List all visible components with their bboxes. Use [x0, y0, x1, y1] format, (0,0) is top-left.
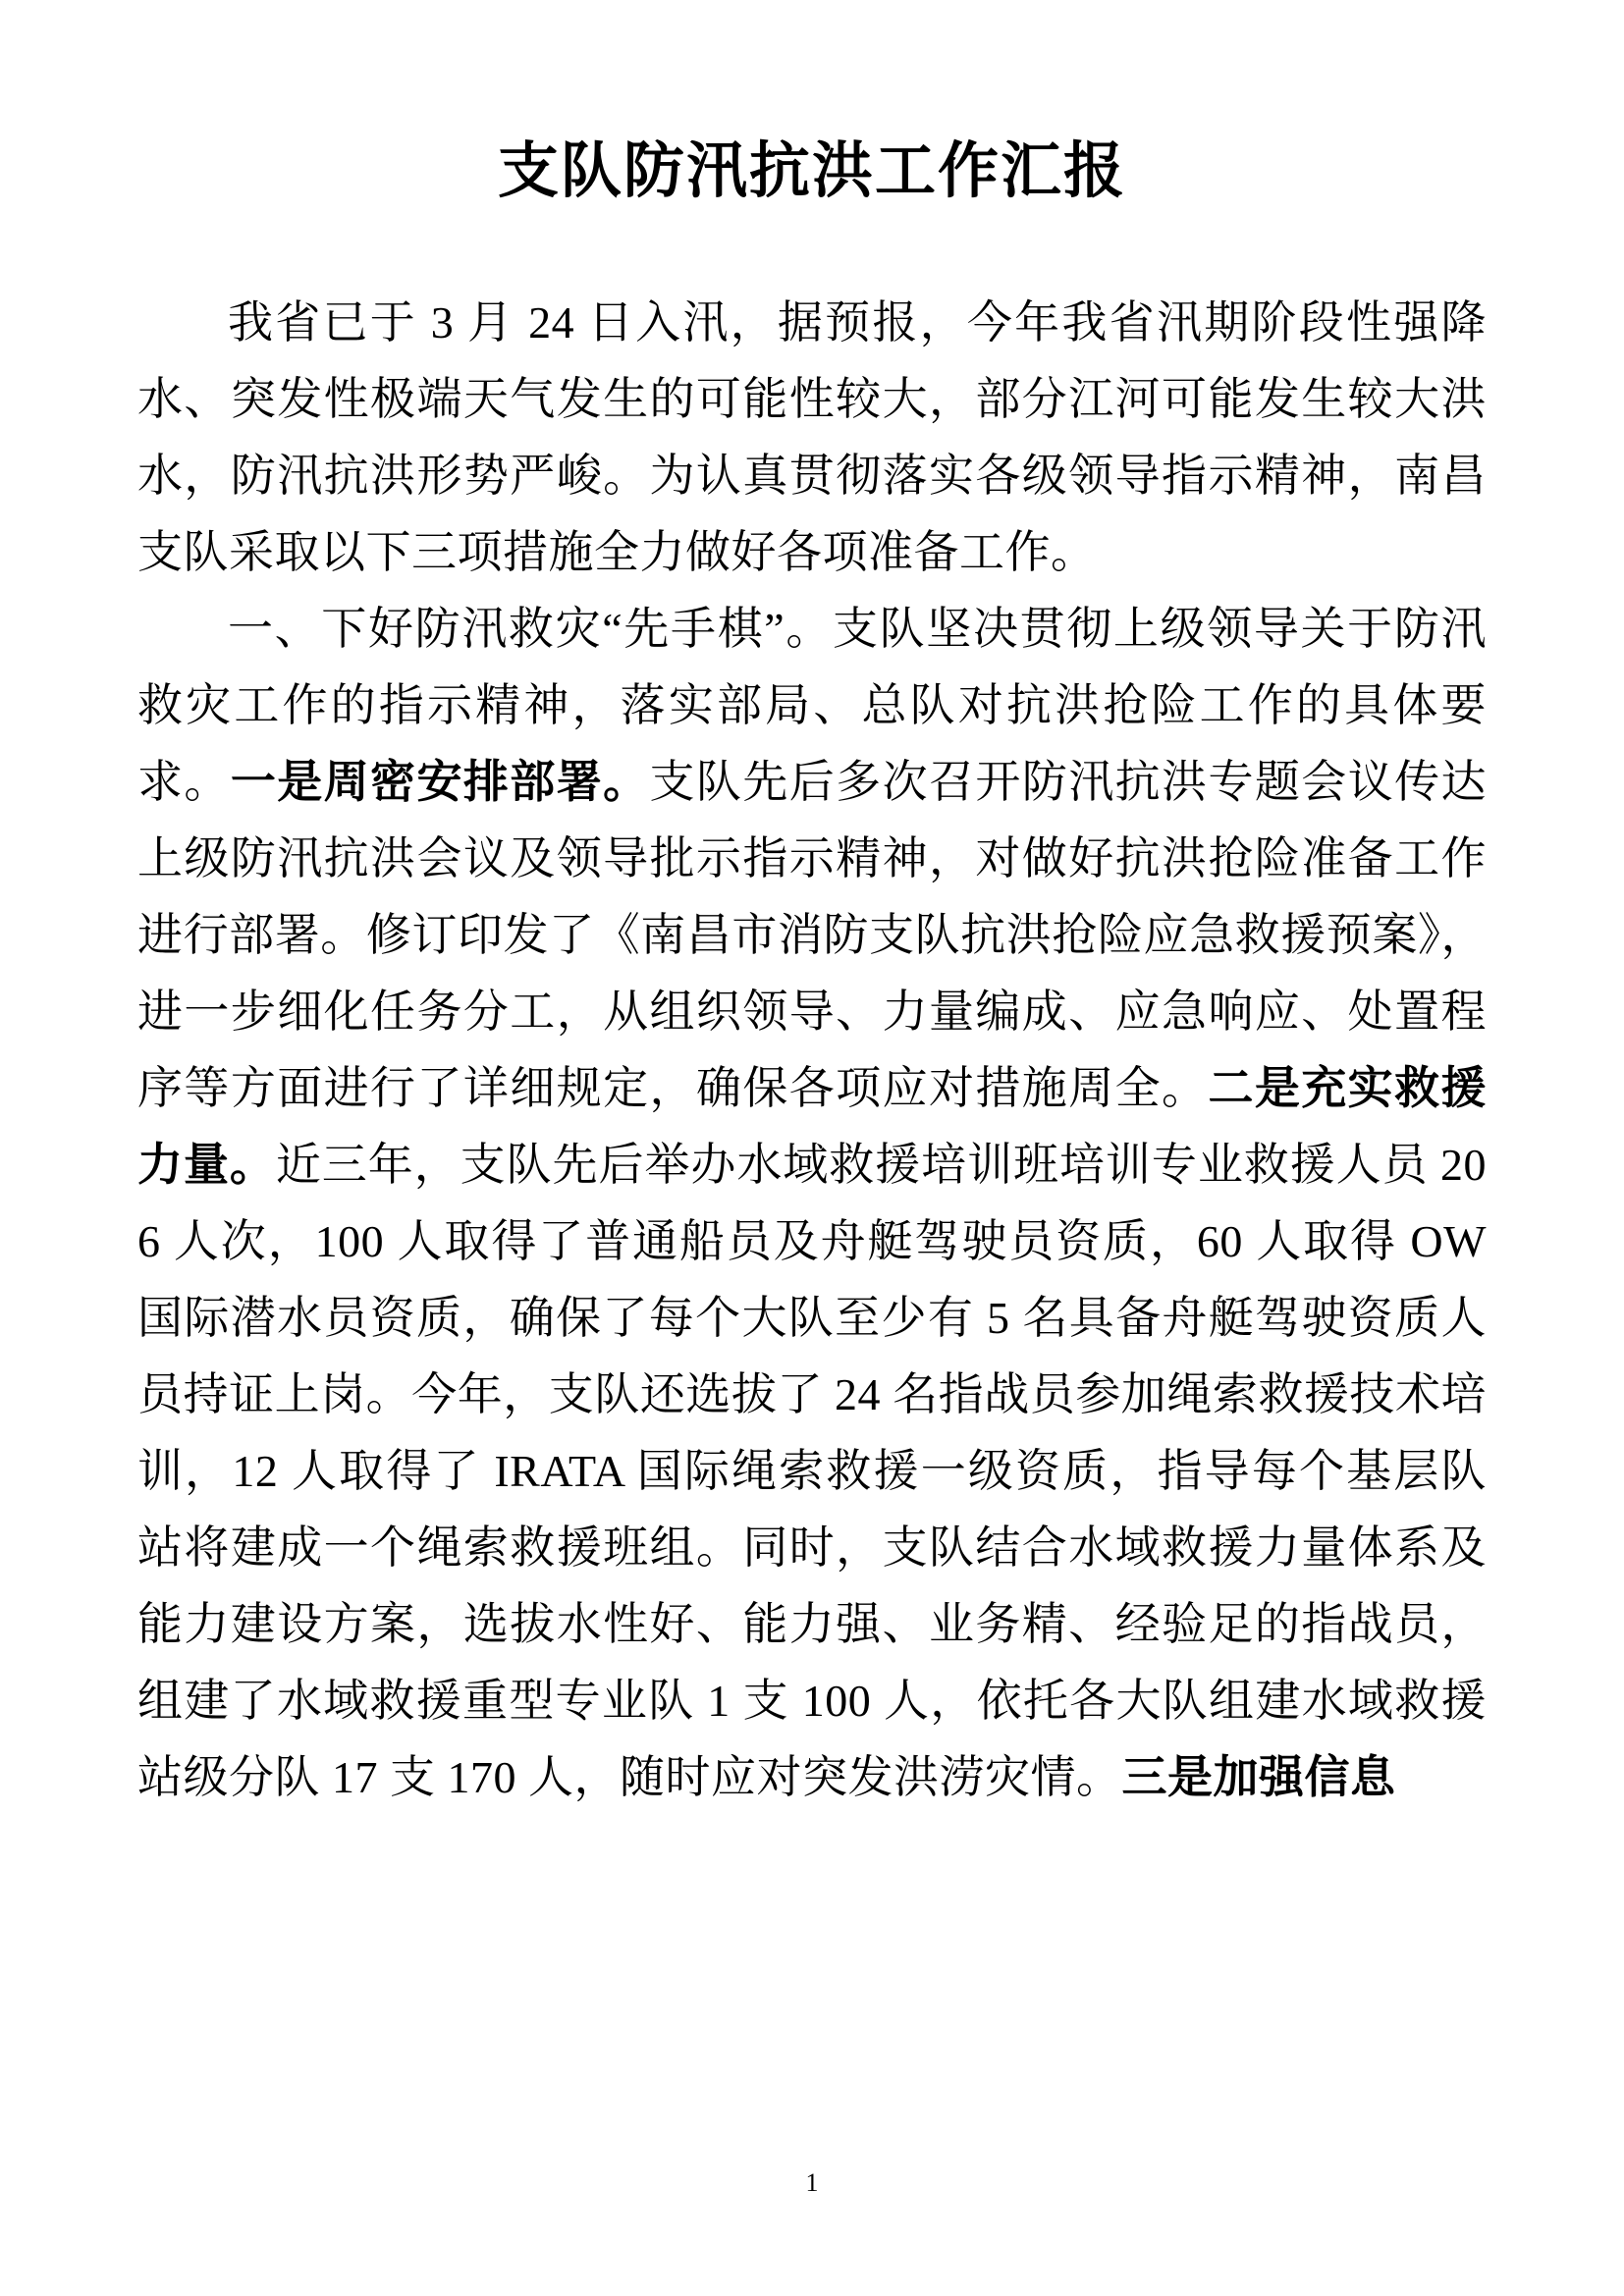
paragraph-segment: 我省已于 3 月 24 日入汛，据预报，今年我省汛期阶段性强降水、突发性极端天气发生的可能性较大，部分江河可能发生较大洪水，防汛抗洪形势严峻。为认真贯彻落实各级领导指示精神，南昌支队采取以下三项措施全力做好各项准备工作。: [137, 297, 1487, 577]
paragraph-bold-segment: 一是周密安排部署。: [230, 757, 650, 807]
paragraph-bold-segment: 三是加强信息: [1121, 1752, 1396, 1802]
paragraph: [137, 285, 1487, 591]
paragraph-segment: 一、下好防汛救灾“先手棋”。支队坚决贯彻上级领导关于防汛救灾工作的指示精神，落实部局、总队对抗洪抢险工作的具体要求。: [137, 604, 1487, 807]
paragraph: [137, 591, 1487, 1816]
paragraph-segment: 近三年，支队先后举办水域救援培训班培训专业救援人员 206 人次，100 人取得了普通船员及舟艇驾驶员资质，60 人取得 OW 国际潜水员资质，确保了每个大队至少有 5 名具备舟艇驾驶资质人员持证上岗。今年，支队还选拔了 24 名指战员参加绳索救援技术培训，12 人取得了 IRATA 国际绳索救援一级资质，指导每个基层队站将建成一个绳索救援班组。同时，支队结合水域救援力量体系及能力建设方案，选拔水性好、能力强、业务精、经验足的指战员，组建了水域救援重型专业队 1 支 100 人，依托各大队组建水域救援站级分队 17 支 170 人，随时应对突发洪涝灾情。: [137, 1140, 1488, 1802]
paragraph-bold-segment: 二是充实救援力量。: [137, 1063, 1488, 1190]
paragraph-segment: 支队先后多次召开防汛抗洪专题会议传达上级防汛抗洪会议及领导批示指示精神，对做好抗洪抢险准备工作进行部署。修订印发了《南昌市消防支队抗洪抢险应急救援预案》，进一步细化任务分工，从组织领导、力量编成、应急响应、处置程序等方面进行了详细规定，确保各项应对措施周全。: [137, 757, 1488, 1113]
page-number: 1: [805, 2168, 819, 2197]
document-title: 支队防汛抗洪工作汇报: [497, 138, 1126, 205]
document-body: [137, 285, 1487, 1816]
